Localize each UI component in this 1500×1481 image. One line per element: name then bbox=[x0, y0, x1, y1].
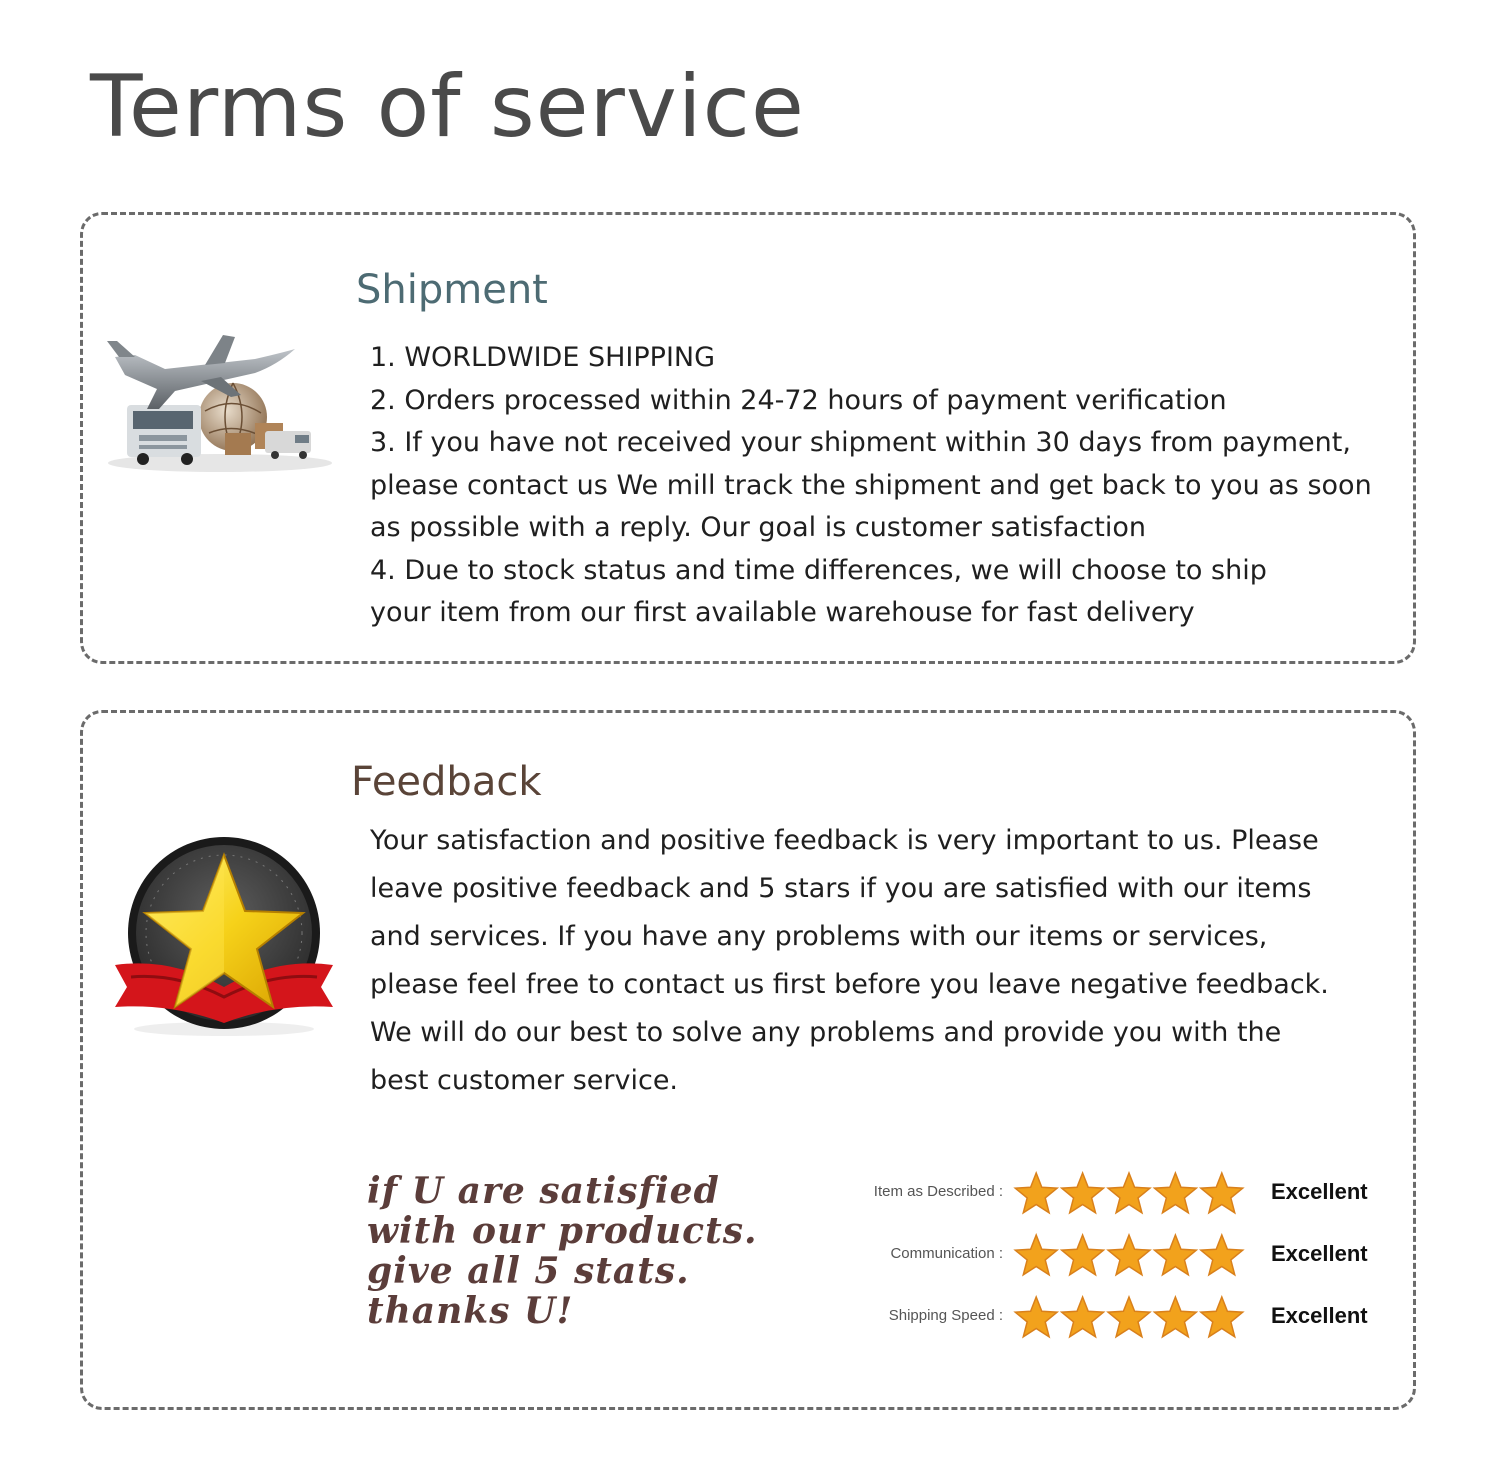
star-rating bbox=[1013, 1295, 1245, 1341]
rating-value: Excellent bbox=[1271, 1179, 1368, 1204]
rating-label: Item as Described : bbox=[873, 1183, 1003, 1200]
star-icon bbox=[1062, 1297, 1104, 1337]
paragraph-line: best customer service. bbox=[370, 1065, 679, 1096]
paragraph-line: We will do our best to solve any problems and provide you with the bbox=[370, 1017, 1282, 1048]
rating-label: Communication : bbox=[890, 1245, 1003, 1262]
list-item: 3. If you have not received your shipment within 30 days from payment, bbox=[370, 427, 1351, 458]
airplane-truck-globe-icon bbox=[105, 335, 335, 475]
promo-text bbox=[367, 1171, 787, 1331]
star-icon bbox=[1015, 1297, 1057, 1337]
rating-label: Shipping Speed : bbox=[888, 1307, 1003, 1324]
star-icon bbox=[1015, 1173, 1057, 1213]
star-icon bbox=[1201, 1297, 1243, 1337]
list-item: 2. Orders processed within 24-72 hours of payment verification bbox=[370, 384, 1227, 416]
paragraph-line: please feel free to contact us first before you leave negative feedback. bbox=[370, 969, 1329, 1000]
rating-row-item-as-described bbox=[833, 1169, 1383, 1219]
promo-line: thanks U! bbox=[367, 1290, 574, 1332]
shipment-list bbox=[370, 337, 1410, 635]
list-item: 1. WORLDWIDE SHIPPING bbox=[370, 342, 716, 373]
paragraph-line: and services. If you have any problems with our items or services, bbox=[370, 921, 1268, 952]
rating-row-shipping-speed bbox=[833, 1293, 1383, 1343]
feedback-card bbox=[80, 710, 1416, 1410]
star-icon bbox=[1154, 1297, 1196, 1337]
star-medal-icon bbox=[111, 837, 337, 1037]
rating-value: Excellent bbox=[1271, 1303, 1368, 1328]
star-icon bbox=[1108, 1297, 1150, 1337]
star-rating bbox=[1013, 1171, 1245, 1217]
promo-line: if U are satisfied bbox=[367, 1170, 720, 1212]
star-icon bbox=[1062, 1173, 1104, 1213]
page-title: Terms of service bbox=[90, 57, 805, 157]
feedback-paragraph bbox=[370, 817, 1370, 1105]
list-item: 4. Due to stock status and time differences, we will choose to ship bbox=[370, 554, 1267, 586]
paragraph-line: leave positive feedback and 5 stars if you are satisfied with our items bbox=[370, 873, 1312, 904]
star-icon bbox=[1201, 1235, 1243, 1275]
star-icon bbox=[1154, 1235, 1196, 1275]
shipment-title: Shipment bbox=[356, 267, 548, 313]
star-icon bbox=[1062, 1235, 1104, 1275]
list-item: your item from our first available warehouse for fast delivery bbox=[370, 597, 1195, 628]
list-item: please contact us We mill track the shipment and get back to you as soon bbox=[370, 469, 1372, 501]
paragraph-line: Your satisfaction and positive feedback is very important to us. Please bbox=[370, 825, 1319, 856]
list-item: as possible with a reply. Our goal is customer satisfaction bbox=[370, 512, 1146, 543]
star-icon bbox=[1201, 1173, 1243, 1213]
star-icon bbox=[1108, 1173, 1150, 1213]
star-icon bbox=[1015, 1235, 1057, 1275]
promo-line: give all 5 stats. bbox=[367, 1250, 690, 1292]
feedback-title: Feedback bbox=[351, 759, 542, 805]
star-rating bbox=[1013, 1233, 1245, 1279]
shipment-card bbox=[80, 212, 1416, 664]
rating-row-communication bbox=[833, 1231, 1383, 1281]
star-icon bbox=[1108, 1235, 1150, 1275]
star-icon bbox=[1154, 1173, 1196, 1213]
rating-value: Excellent bbox=[1271, 1241, 1368, 1266]
promo-line: with our products. bbox=[367, 1210, 758, 1252]
